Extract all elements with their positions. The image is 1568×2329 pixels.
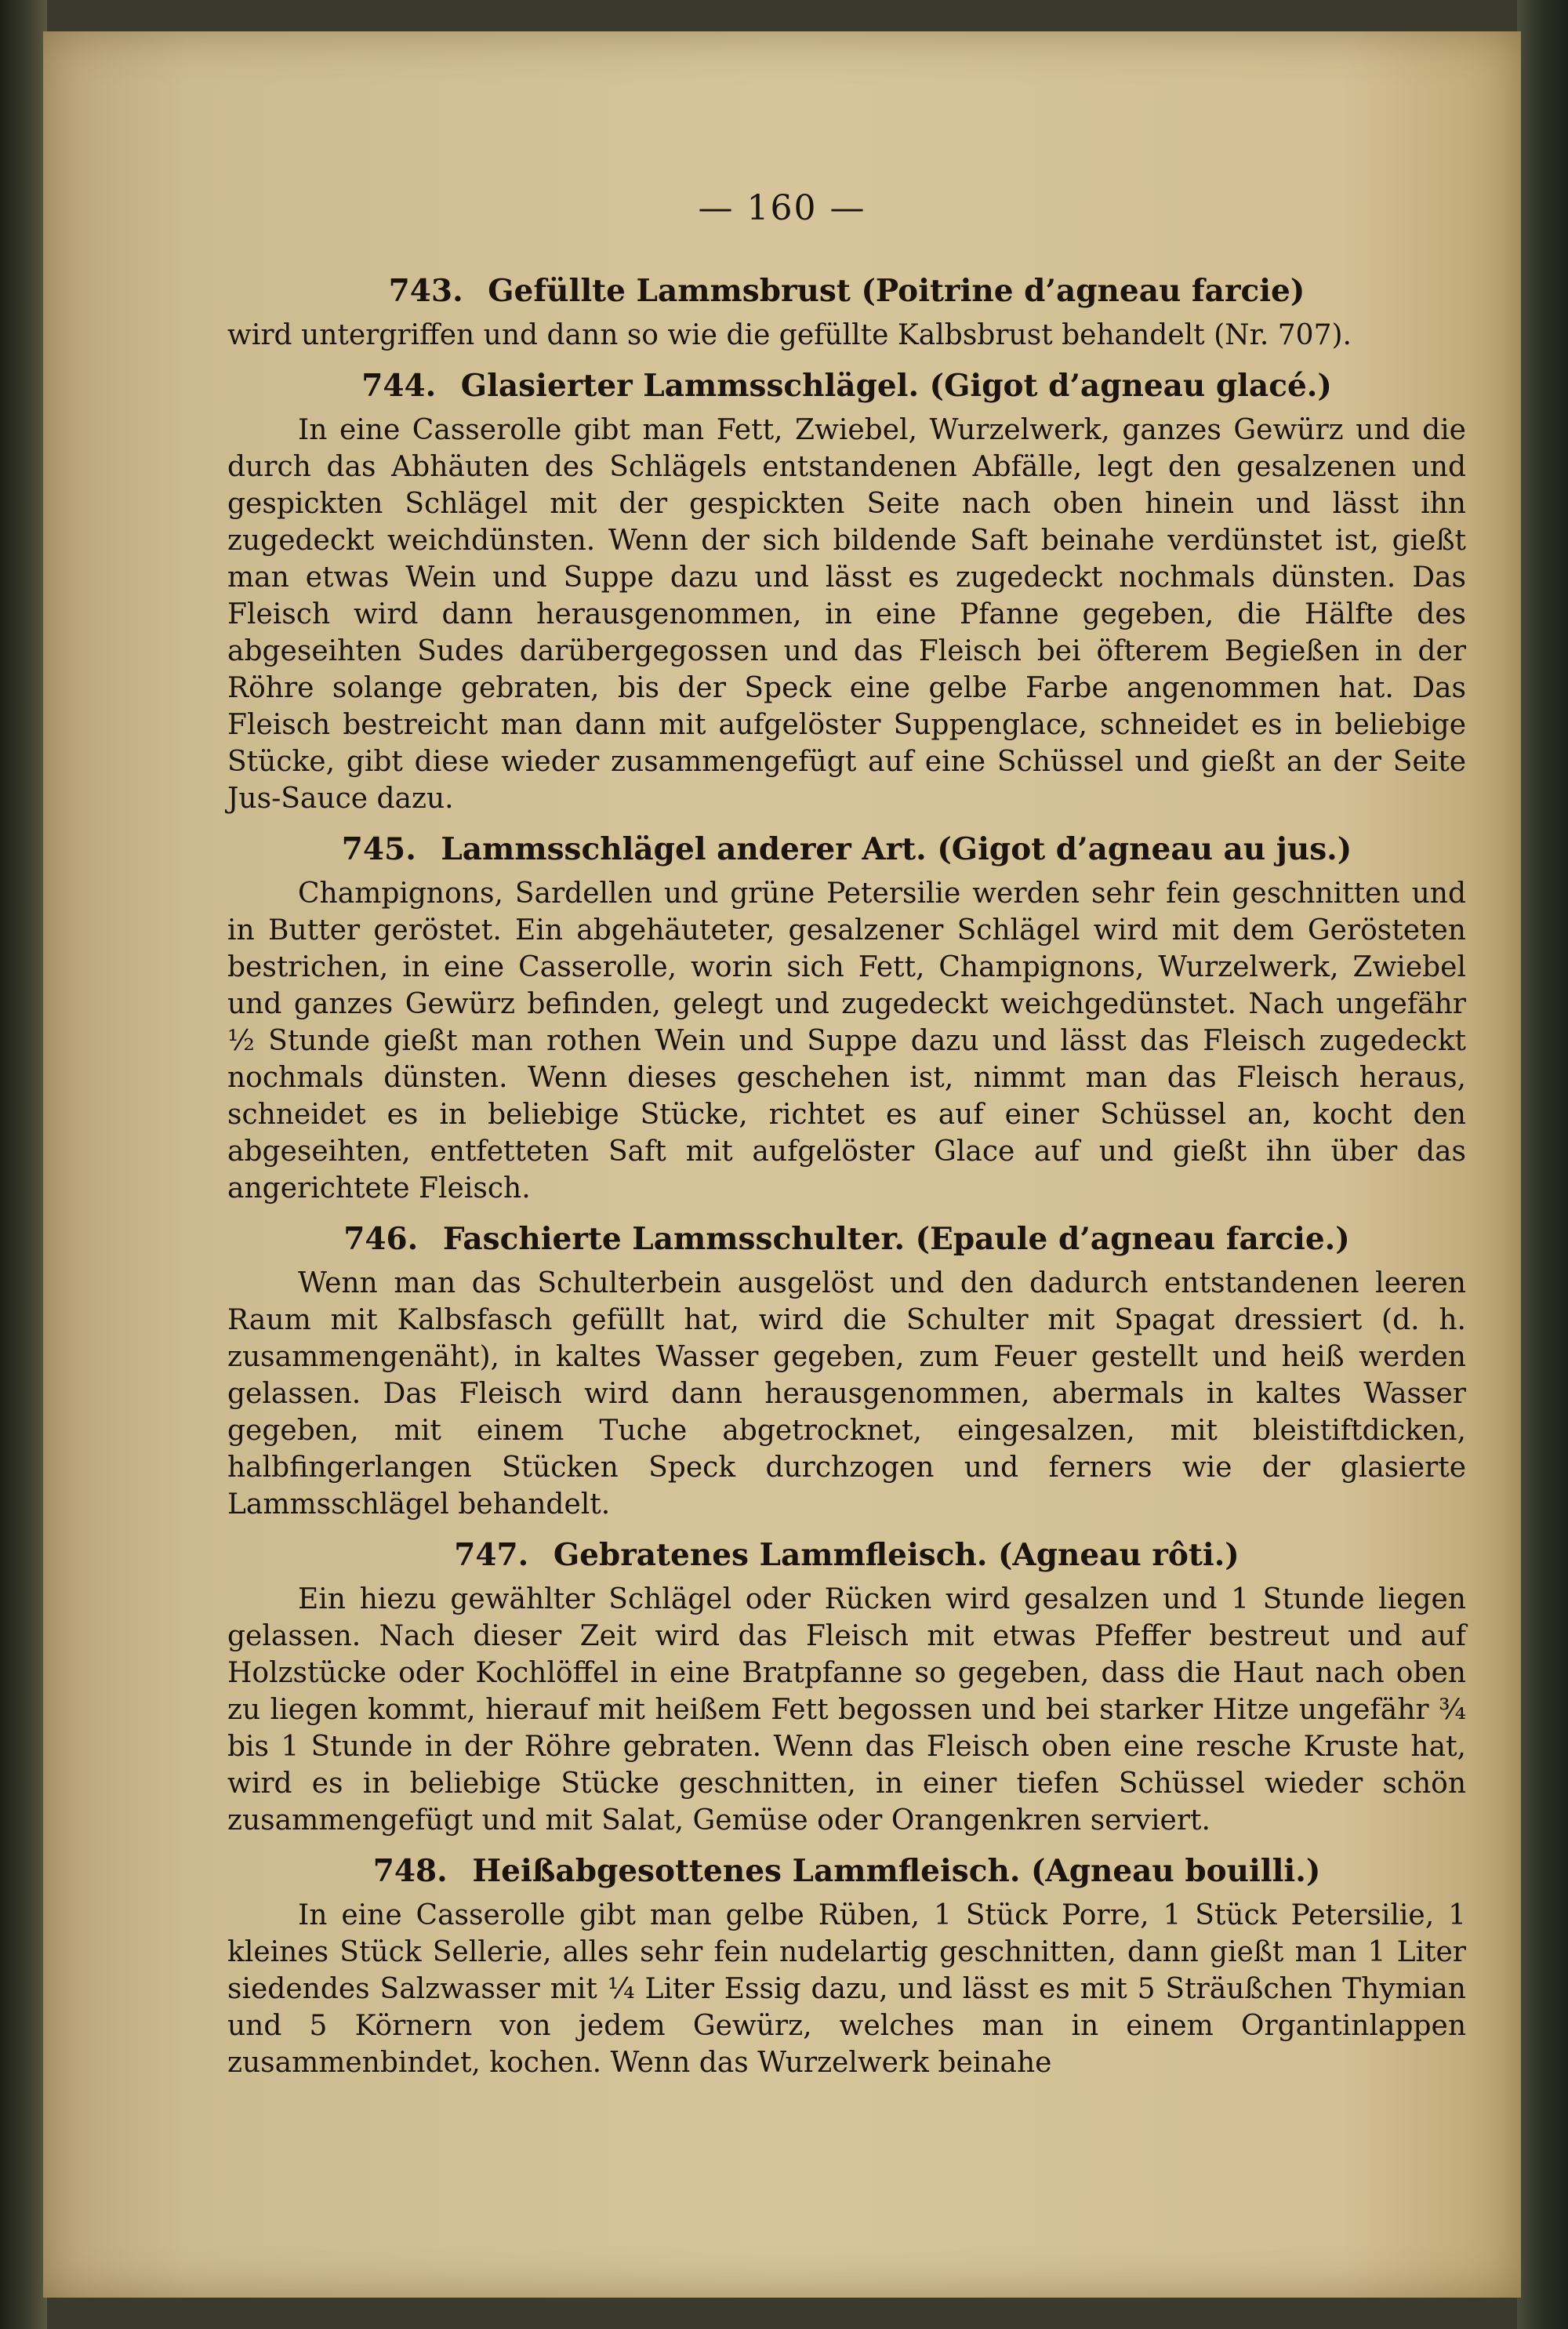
recipe-text-746: Wenn man das Schulterbein ausgelöst und den dadurch entstandenen leeren Raum mit Kalbsfasch gefüllt hat, wird die Schulter mit Spagat dressiert (d. h. zusammengenäht), in kaltes Wasser gegeben, zum Feuer gestellt und heiß werden gelassen. Das Fleisch wird dann herausgenommen, abermals in kaltes Wasser gegeben, mit einem Tuche abgetrocknet, eingesalzen, mit bleistiftdicken, halbfingerlangen Stücken Speck durchzogen und ferners wie der glasierte Lammsschlägel behandelt. [227,1267,1466,1521]
recipe-french-title: (Gigot d’agneau au jus.) [937,831,1352,867]
recipe-heading-743 [227,270,1466,312]
recipe-title: Heißabgesottenes Lammfleisch. [472,1853,1021,1889]
page-number: — 160 — [698,188,866,228]
recipe-french-title: (Agneau bouilli.) [1030,1853,1321,1889]
recipe-number: 743. [388,273,463,309]
recipe-text-747: Ein hiezu gewählter Schlägel oder Rücken wird gesalzen und 1 Stunde liegen gelassen. Nach dieser Zeit wird das Fleisch mit etwas Pfeffer bestreut und auf Holzstücke oder Kochlöffel in eine Bratpfanne so gegeben, dass die Haut nach oben zu liegen kommt, hierauf mit heißem Fett begossen und bei starker Hitze ungefähr ¾ bis 1 Stunde in der Röhre gebraten. Wenn das Fleisch oben eine resche Kruste hat, wird es in beliebige Stücke geschnitten, in einer tiefen Schüssel wieder schön zusammengefügt und mit Salat, Gemüse oder Orangenkren serviert. [227,1583,1466,1837]
recipe-number: 744. [361,368,437,404]
recipe-text-744: In eine Casserolle gibt man Fett, Zwiebel, Wurzelwerk, ganzes Gewürz und die durch das Abhäuten des Schlägels entstandenen Abfälle, legt den gesalzenen und gespickten Schlägel mit der gespickten Seite nach oben hinein und lässt ihn zugedeckt weichdünsten. Wenn der sich bildende Saft beinahe verdünstet ist, gießt man etwas Wein und Suppe dazu und lässt es zugedeckt nochmals dünsten. Das Fleisch wird dann herausgenommen, in eine Pfanne gegeben, die Hälfte des abgeseihten Sudes darübergegossen und das Fleisch bei öfterem Begießen in der Röhre solange gebraten, bis der Speck eine gelbe Farbe angenommen hat. Das Fleisch bestreicht man dann mit aufgelöster Suppenglace, schneidet es in beliebige Stücke, gibt diese wieder zusammengefügt auf eine Schüssel und gießt an der Seite Jus-Sauce dazu. [227,414,1466,815]
recipe-title: Glasierter Lammsschlägel. [460,368,920,404]
recipe-text-748: In eine Casserolle gibt man gelbe Rüben, 1 Stück Porre, 1 Stück Petersilie, 1 kleines Stück Sellerie, alles sehr fein nudelartig geschnitten, dann gießt man 1 Liter siedendes Salzwasser mit ¼ Liter Essig dazu, und lässt es mit 5 Sträußchen Thymian und 5 Körnern von jedem Gewürz, welches man in einem Organtinlappen zusammenbindet, kochen. Wenn das Wurzelwerk beinahe [227,1899,1466,2079]
book-binding [0,0,47,2329]
recipe-french-title: (Epaule d’agneau farcie.) [915,1221,1350,1257]
recipe-heading-745 [227,828,1466,870]
recipe-french-title: (Gigot d’agneau glacé.) [929,368,1332,404]
recipe-heading-744 [227,365,1466,407]
recipe-number: 746. [343,1221,419,1257]
recipe-heading-746 [227,1218,1466,1260]
page-content [227,259,1466,2081]
book-edge [1517,0,1568,2329]
recipe-number: 747. [454,1537,529,1573]
recipe-title: Lammsschlägel anderer Art. [441,831,927,867]
recipe-number: 748. [372,1853,448,1889]
recipe-text-745: Champignons, Sardellen und grüne Petersilie werden sehr fein geschnitten und in Butter geröstet. Ein abgehäuteter, gesalzener Schlägel wird mit dem Gerösteten bestrichen, in eine Casserolle, worin sich Fett, Champignons, Wurzelwerk, Zwiebel und ganzes Gewürz befinden, gelegt und zugedeckt weichgedünstet. Nach ungefähr ½ Stunde gießt man rothen Wein und Suppe dazu und lässt das Fleisch zugedeckt nochmals dünsten. Wenn dieses geschehen ist, nimmt man das Fleisch heraus, schneidet es in beliebige Stücke, richtet es auf einer Schüssel an, kocht den abgeseihten, entfetteten Saft mit aufgelöster Glace auf und gießt ihn über das angerichtete Fleisch. [227,877,1466,1204]
book-page [43,31,1521,2298]
recipe-french-title: (Poitrine d’agneau farcie) [861,273,1305,309]
recipe-heading-747 [227,1534,1466,1576]
recipe-heading-748 [227,1850,1466,1892]
recipe-title: Faschierte Lammsschulter. [442,1221,906,1257]
recipe-text-743: wird untergriffen und dann so wie die gefüllte Kalbsbrust behandelt (Nr. 707). [227,319,1352,351]
recipe-title: Gebratenes Lammfleisch. [553,1537,988,1573]
recipe-title: Gefüllte Lammsbrust [488,273,851,309]
recipe-french-title: (Agneau rôti.) [997,1537,1240,1573]
recipe-number: 745. [341,831,416,867]
